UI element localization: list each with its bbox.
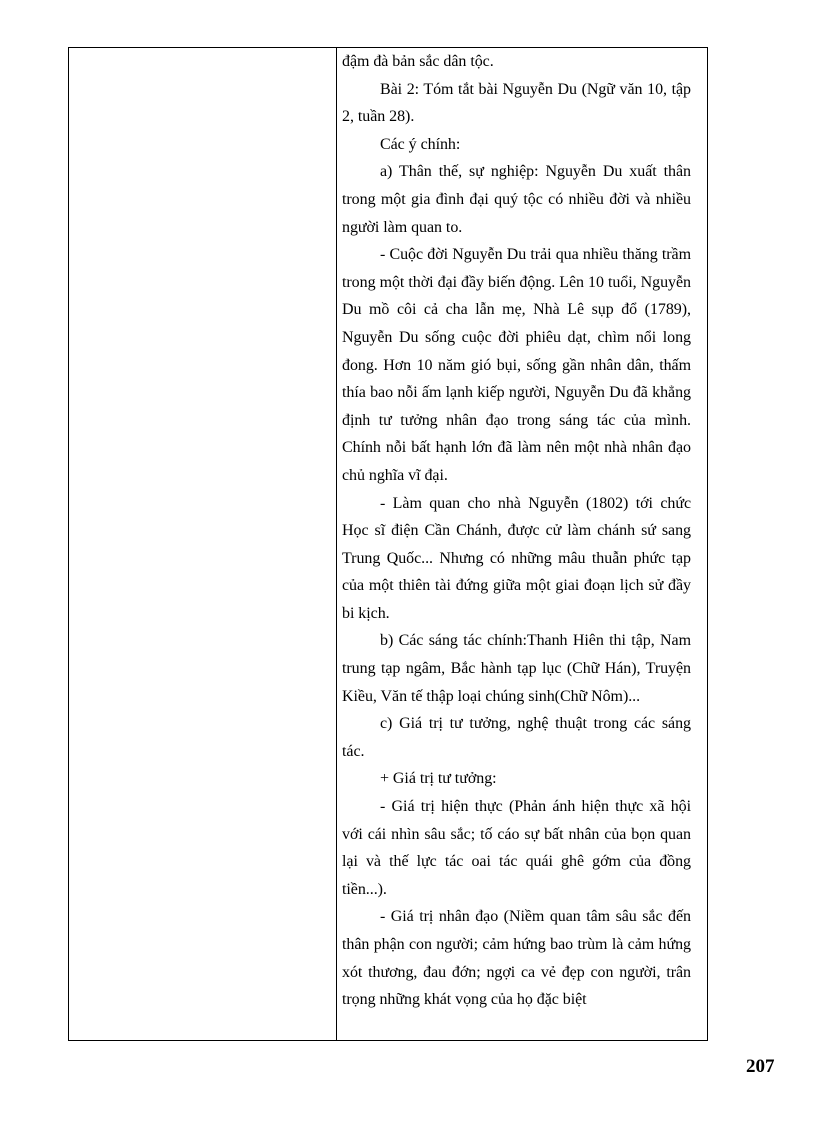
- paragraph-ideological-value: + Giá trị tư tưởng:: [380, 770, 497, 788]
- paragraph-continuation: đậm đà bản sắc dân tộc.: [342, 53, 494, 70]
- paragraph-works: b) Các sáng tác chính:Thanh Hiên thi tập, Nam trung tạp ngâm, Bắc hành tạp lục (Chữ Hán), Truyện Kiều, Văn tế thập loại chúng sinh(Chữ Nôm)...: [342, 632, 691, 705]
- paragraph-humanitarian-value: - Giá trị nhân đạo (Niềm quan tâm sâu sắc đến thân phận con người; cảm hứng bao trùm là cảm hứng xót thương, đau đớn; ngợi ca vẻ đẹp con người, trân trọng những khát vọng của họ đặc biệt: [342, 908, 691, 1009]
- paragraph-life: - Cuộc đời Nguyễn Du trải qua nhiều thăng trầm trong một thời đại đầy biến động. Lên 10 tuổi, Nguyễn Du mồ côi cả cha lẫn mẹ, Nhà Lê sụp đổ (1789), Nguyễn Du sống cuộc đời phiêu dạt, chìm nổi long đong. Hơn 10 năm gió bụi, sống gần nhân dân, thấm thía bao nỗi ấm lạnh kiếp người, Nguyễn Du đã khẳng định tư tưởng nhân đạo trong sáng tác của mình. Chính nỗi bất hạnh lớn đã làm nên một nhà nhân đạo chủ nghĩa vĩ đại.: [342, 246, 691, 484]
- table-right-column: [337, 48, 707, 1040]
- paragraph-main-points: Các ý chính:: [380, 135, 461, 153]
- paragraph-biography: a) Thân thế, sự nghiệp: Nguyễn Du xuất thân trong một gia đình đại quý tộc có nhiều đời và nhiều người làm quan to.: [342, 163, 691, 236]
- paragraph-career: - Làm quan cho nhà Nguyễn (1802) tới chức Học sĩ điện Cần Chánh, được cử làm chánh sứ sang Trung Quốc... Nhưng có những mâu thuẫn phức tạp của một thiên tài đứng giữa một giai đoạn lịch sử đầy bi kịch.: [342, 494, 691, 622]
- paragraph-realistic-value: - Giá trị hiện thực (Phản ánh hiện thực xã hội với cái nhìn sâu sắc; tố cáo sự bất nhân của bọn quan lại và thế lực tác oai tác quái ghê gớm của đồng tiền...).: [342, 798, 691, 898]
- paragraph-lesson-title: Bài 2: Tóm tắt bài Nguyễn Du (Ngữ văn 10, tập 2, tuần 28).: [342, 80, 691, 126]
- content-table: [68, 47, 708, 1041]
- paragraph-values-heading: c) Giá trị tư tưởng, nghệ thuật trong các sáng tác.: [342, 715, 691, 760]
- page-number: 207: [746, 1056, 775, 1077]
- table-left-column: [69, 48, 337, 1040]
